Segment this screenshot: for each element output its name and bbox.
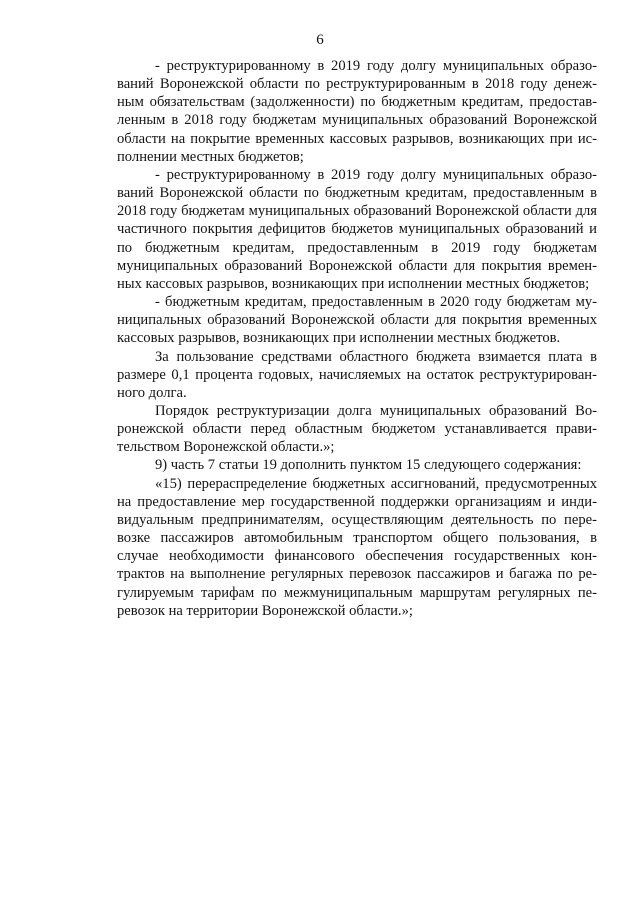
paragraph-5: Порядок реструктуризации долга муниципальных образований Воронежской области перед областным бюджетом устанавливается правительством Воронежской области.»; [117,402,597,456]
paragraph-3: - бюджетным кредитам, предоставленным в 2020 году бюджетам муниципальных образований Воронежской области для покрытия временных кассовых разрывов, возникающих при исполнении местных бюджетов. [117,294,597,347]
paragraph-2: - реструктурированному в 2019 году долгу муниципальных образований Воронежской области по бюджетным кредитам, предоставленным в 2018 году бюджетам муниципальных образований Воронежской области для частичного покрытия дефицитов бюджетов муниципальных образований и по бюджетным кредитам, предоставленным в 2019 году бюджетам муниципальных образований Воронежской области для покрытия временных кассовых разрывов, возникающих при исполнении местных бюджетов; [117,166,597,292]
paragraph-4: За пользование средствами областного бюджета взимается плата в размере 0,1 процента годовых, начисляемых на остаток реструктурированного долга. [117,348,597,401]
document-body [117,57,597,620]
paragraph-7: «15) перераспределение бюджетных ассигнований, предусмотренных на предоставление мер государственной поддержки организациям и индивидуальным предпринимателям, осуществляющим деятельность по перевозке пассажиров автомобильным транспортом общего пользования, в случае необходимости финансового обеспечения государственных контрактов на выполнение регулярных перевозок пассажиров и багажа по регулируемым тарифам по межмуниципальным маршрутам регулярных перевозок на территории Воронежской области.»; [117,475,597,619]
paragraph-6: 9) часть 7 статьи 19 дополнить пунктом 15 следующего содержания: [155,457,582,474]
page-number: 6 [316,32,324,48]
paragraph-1: - реструктурированному в 2019 году долгу муниципальных образований Воронежской области по реструктурированным в 2018 году денежным обязательствам (задолженности) по бюджетным кредитам, предоставленным в 2018 году бюджетам муниципальных образований Воронежской области на покрытие временных кассовых разрывов, возникающих при исполнении местных бюджетов; [117,58,597,165]
